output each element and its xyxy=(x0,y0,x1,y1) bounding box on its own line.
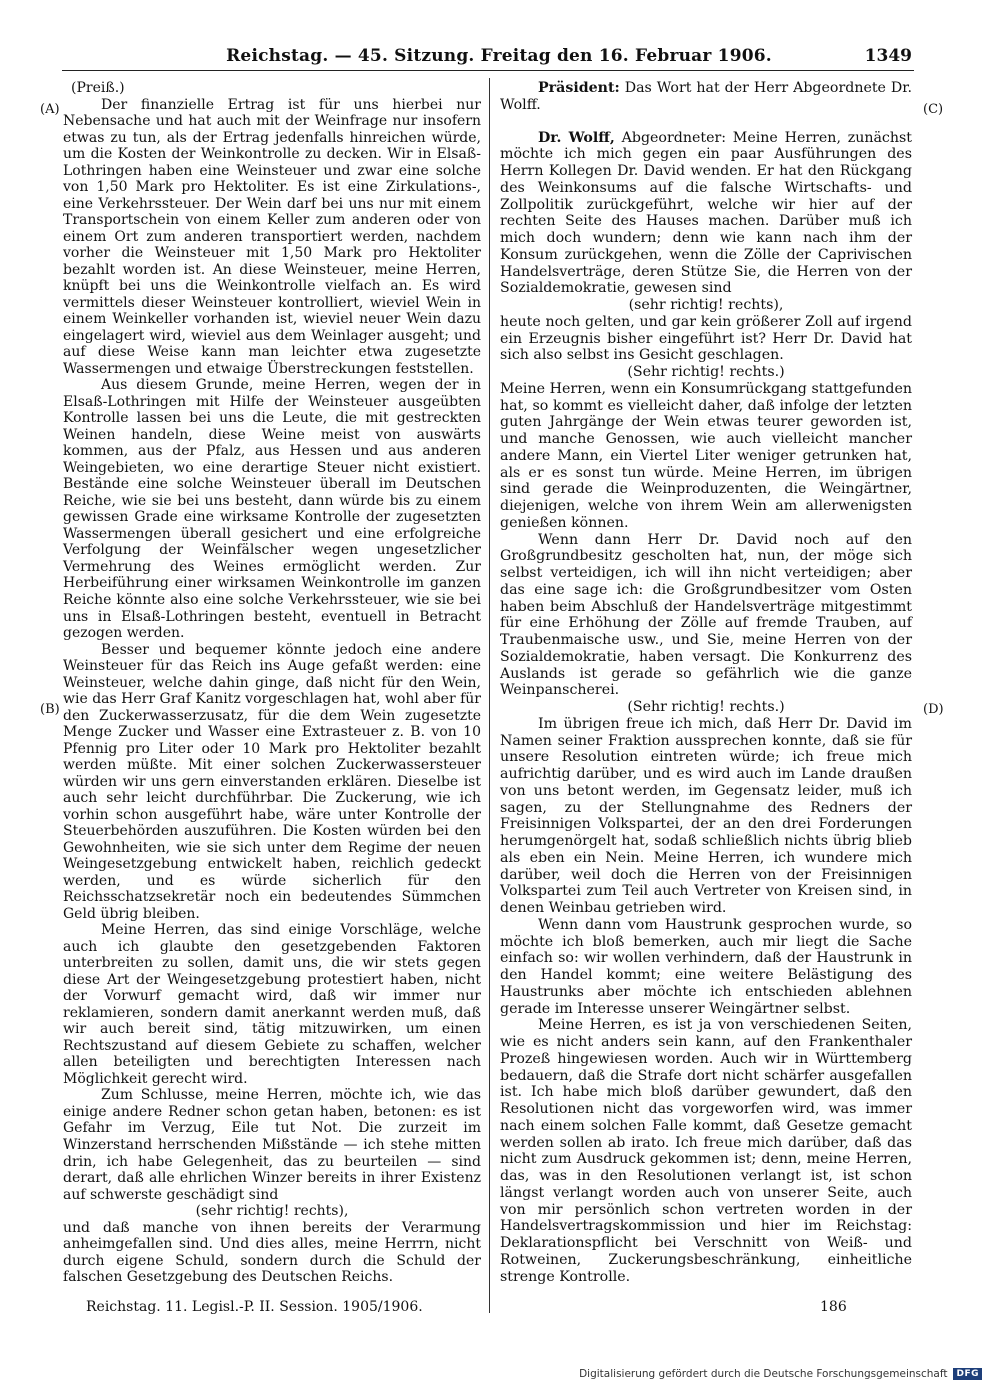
paragraph: Meine Herren, das sind einige Vorschläge, welche auch ich glaubte den gesetzgebenden Faktoren unterbreiten zu sollen, damit uns, die wir stets gegen diese Art der Weingesetzgebung protestiert haben, nicht der Vorwurf gemacht wird, daß wir immer nur reklamieren, sondern damit anerkannt werden muß, daß wir auch bereit sind, tätig mitzuwirken, um einen Rechtszustand auf diesem Gebiete zu schaffen, welcher allen beteiligten und berechtigten Interessen nach Möglichkeit gerecht wird. xyxy=(63,922,481,1087)
dfg-logo: DFG xyxy=(953,1368,982,1380)
paragraph xyxy=(500,80,912,114)
paragraph: Meine Herren, es ist ja von verschiedenen Seiten, wie es nicht anders sein kann, auf den Frankenthaler Prozeß hingewiesen worden. Auch wir in Württemberg bedauern, daß die Strafe dort nicht schärfer ausgefallen ist. Ich habe mich bloß darüber gewundert, daß den Resolutionen nicht das vorgeworfen wird, was immer nach einem solchen Falle kommt, daß Gesetze gemacht werden sollen ab irato. Ich freue mich darüber, daß das nicht zum Ausdruck gekommen ist; denn, meine Herren, das, was in den Resolutionen verlangt ist, ist schon längst verlangt worden auch von unserer Seite, auch von mir persönlich schon vertreten worden in der Handelsvertragskommission und hier im Reichstag: Deklarationspflicht bei Verschnitt von Weiß- und Rotweinen, Zuckerungsbeschränkung, einheitliche strenge Kontrolle. xyxy=(500,1017,912,1285)
column-divider xyxy=(489,78,490,1313)
paragraph: Zum Schlusse, meine Herren, möchte ich, wie das einige andere Redner schon getan haben, betonen: es ist Gefahr im Verzug, Eile tut Not. Die zurzeit im Winzerstand herrschenden Mißstände — ich stehe mitten drin, ich habe Gelegenheit, das zu beurteilen — sind derart, daß alle ehrlichen Winzer bereits in ihrer Existenz auf schwerste geschädigt sind xyxy=(63,1087,481,1203)
interjection: (sehr richtig! rechts), xyxy=(628,297,784,313)
credit-text: Digitalisierung gefördert durch die Deutsche Forschungsgemeinschaft xyxy=(579,1368,948,1380)
paragraph: Aus diesem Grunde, meine Herren, wegen der in Elsaß-Lothringen mit Hilfe der Weinsteuer ausgeübten Kontrolle lassen bei uns die Leute, die mit gestreckten Weinen handeln, diese Weine meist von auswärts kommen, aus der Pfalz, aus Hessen und aus anderen Weingebieten, wo eine derartige Steuer nicht existiert. Bestände eine solche Weinsteuer überall im Deutschen Reiche, wie sie bei uns besteht, dann würde bis zu einem gewissen Grade eine wirksame Kontrolle der zugesetzten Wassermengen überall gesichert und eine erfolgreiche Verfolgung der Weinfälscher wegen ungesetzlicher Vermehrung des Weines ermöglicht werden. Zur Herbeiführung einer wirksamen Weinkontrolle im ganzen Reiche könnte also eine solche Verkehrssteuer, wie sie bei uns in Elsaß-Lothringen besteht, eventuell in Betracht gezogen werden. xyxy=(63,377,481,642)
paragraph: Besser und bequemer könnte jedoch eine andere Weinsteuer für das Reich ins Auge gefaßt werden: eine Weinsteuer, welche dahin ginge, daß nicht für den Wein, wie das Herr Graf Kanitz vorgeschlagen hat, wohl aber für den Zuckerwasserzusatz, für die dem Wein zugesetzte Menge Zucker und Wasser eine Extrasteuer z. B. von 10 Pfennig pro Liter oder 10 Mark pro Hektoliter bezahlt werden müßte. Mit einer solchen Zuckerwassersteuer würden wir uns gern einverstanden erklären. Dieselbe ist auch sehr leicht durchführbar. Die Zuckerung, wie ich vorhin schon ausgeführt habe, wäre unter Kontrolle der Steuerbehörden auszuführen. Die Kosten würden bei den Gewohnheiten, wie sie sich unter dem Regime der neuen Weingesetzgebung entwickelt haben, reichlich gedeckt werden, und es würde sicherlich für den Reichsschatzsekretär noch ein bedeutendes Sümmchen Geld übrig bleiben. xyxy=(63,641,481,922)
paragraph: Wenn dann vom Haustrunk gesprochen wurde, so möchte ich bloß bemerken, auch mir liegt die Sache einfach so: wir wollen verhindern, daß der Haustrunk in den Handel kommt; eine weitere Belästigung des Haustrunks aber möchte ich entschieden ablehnen gerade im Interesse unserer Weingärtner selbst. xyxy=(500,916,912,1017)
right-column xyxy=(500,80,912,1285)
margin-mark-b: (B) xyxy=(40,702,60,717)
interjection: (Sehr richtig! rechts.) xyxy=(627,699,785,715)
paragraph: heute noch gelten, und gar kein größerer Zoll auf irgend ein Erzeugnis bisher eingeführt ist? Herr Dr. David hat sich also selbst ins Gesicht geschlagen. xyxy=(500,313,912,364)
paragraph: Meine Herren, wenn ein Konsumrückgang stattgefunden hat, so kommt es vielleicht daher, daß infolge der letzten guten Jahrgänge der Wein etwas teurer geworden ist, und manche Genossen, wie auch vielleicht mancher andere Mann, ein Viertel Liter weniger getrunken hat, als er es sonst tun würde. Meine Herren, im übrigen sind gerade die Weinproduzenten, die Weingärtner, diejenigen, welche von ihrem Wein am allerwenigsten genießen können. xyxy=(500,380,912,531)
speaker-tag: (Preiß.) xyxy=(71,80,125,96)
interjection: (sehr richtig! rechts), xyxy=(195,1203,349,1220)
margin-mark-d: (D) xyxy=(923,702,944,717)
paragraph: Wenn dann Herr Dr. David noch auf den Großgrundbesitz gescholten hat, nun, der möge sich selbst verteidigen, ich will ihn nicht verteidigen; aber das eine sage ich: die Großgrundbesitzer vom Osten haben beim Abschluß der Handelsverträge mitgestimmt für eine Erhöhung der Zölle auf fremde Trauben, auf Traubenmaische usw., und Sie, meine Herren von der Sozialdemokratie, haben versagt. Die Konkurrenz des Auslands ist gerade so gefährlich wie die ganze Weinpanscherei. xyxy=(500,531,912,699)
page-number: 1349 xyxy=(864,46,912,66)
footer-signature: 186 xyxy=(820,1299,847,1315)
left-column xyxy=(63,80,481,1286)
speech-text: Abgeordneter: Meine Herren, zunächst möchte ich mich gegen ein paar Ausführungen des Herrn Kollegen Dr. David wenden. Er hat den Rückgang des Weinkonsums auf die falsche Wirtschafts- und Zollpolitik zurückgeführt, welche wir hier auf der rechten Seite des Hauses machen. Darüber muß ich mich doch wundern; denn wie kann nach ihm der Konsum zurückgehen, wenn die Zölle der Caprivischen Handelsverträge, deren Stütze Sie, die Herren von der Sozialdemokratie, gewesen sind xyxy=(500,129,912,297)
page-header xyxy=(86,46,912,72)
paragraph xyxy=(500,130,912,298)
margin-mark-c: (C) xyxy=(923,102,944,117)
running-title: Reichstag. — 45. Sitzung. Freitag den 16. Februar 1906. xyxy=(226,46,772,66)
speech-text: Das Wort hat der Herr Abgeordnete Dr. Wolff. xyxy=(500,80,912,113)
interjection: (Sehr richtig! rechts.) xyxy=(627,364,785,380)
speaker-name: Präsident: xyxy=(538,80,620,96)
paragraph: Der finanzielle Ertrag ist für uns hierbei nur Nebensache und hat auch mit der Weinfrage nur insofern etwas zu tun, als der Ertrag jedenfalls hinreichen würde, um die Kosten der Weinkontrolle zu decken. Wir in Elsaß-Lothringen haben eine Weinsteuer und zwar eine solche von 1,50 Mark pro Hektoliter. Es ist eine Zirkulations-, eine Verkehrssteuer. Der Wein darf bei uns nur mit einem Transportschein von einem Keller zum anderen oder von einem Ort zum anderen transportiert werden, nachdem vorher die Weinsteuer mit 1,50 Mark pro Hektoliter bezahlt worden ist. An diese Weinsteuer, meine Herren, knüpft bei uns die Weinkontrolle vielfach an. Es wird vermittels dieser Weinsteuer kontrolliert, wieviel Wein in einem Weinkeller vorhanden ist, wieviel neuer Wein dazu eingelagert wird, wieviel aus dem Weinlager ausgeht; und auf diese Weise kann man leichter etwa zugesetzte Wassermengen und etwaige Überstreckungen feststellen. xyxy=(63,96,481,377)
paragraph: Im übrigen freue ich mich, daß Herr Dr. David im Namen seiner Fraktion aussprechen konnte, daß sie für unsere Resolution eintreten würde; ich freue mich aufrichtig darüber, und es wird auch im Lande draußen von uns betont werden, im Gegensatz leider, muß ich sagen, zu der Stellungnahme des Redners der Freisinnigen Volkspartei, der an den drei Forderungen herumgenörgelt hat, sodaß schließlich nichts übrig blieb als eben ein Nein. Meine Herren, ich wundere mich darüber, weil doch die Herren von der Freisinnigen Volkspartei zum Teil auch Vertreter von Kreisen sind, in denen Weinbau getrieben wird. xyxy=(500,715,912,916)
header-rule xyxy=(62,70,914,71)
footer-session: Reichstag. 11. Legisl.-P. II. Session. 1905/1906. xyxy=(86,1299,423,1315)
paragraph: und daß manche von ihnen bereits der Verarmung anheimgefallen sind. Und dies alles, meine Herrrn, nicht durch eigene Schuld, sondern durch die Schuld der falschen Gesetzgebung des Deutschen Reichs. xyxy=(63,1219,481,1286)
speaker-name: Dr. Wolff, xyxy=(538,129,615,146)
dfg-credit xyxy=(579,1368,982,1380)
margin-mark-a: (A) xyxy=(40,102,60,117)
